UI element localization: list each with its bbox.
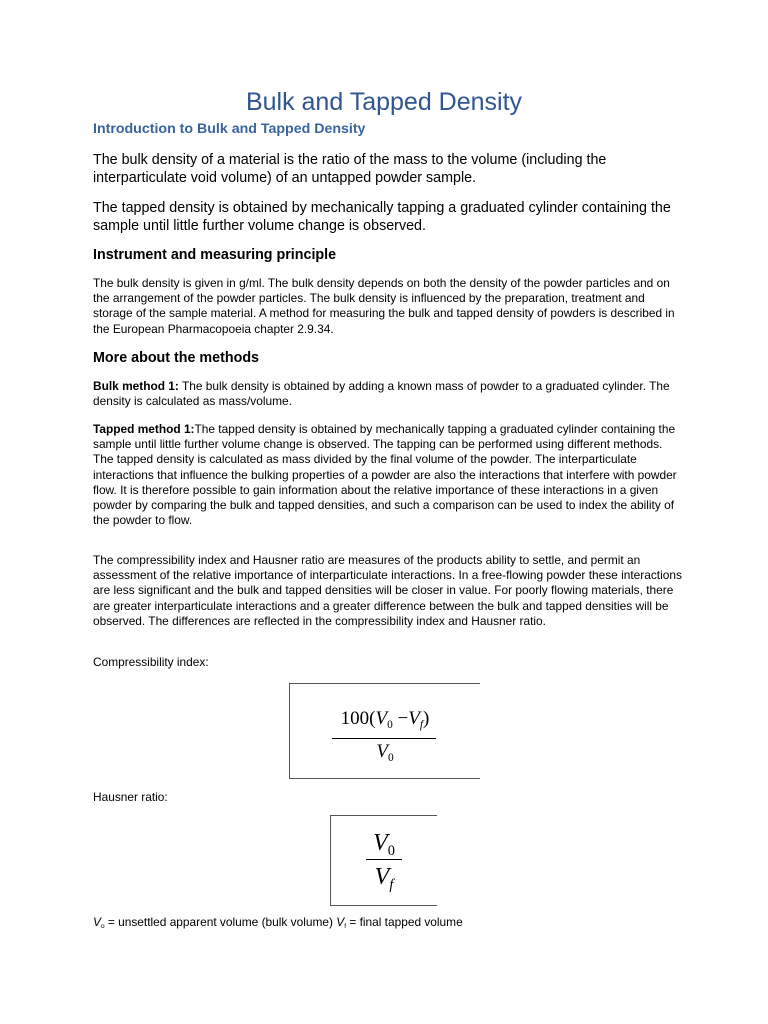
compressibility-fraction-bar bbox=[332, 738, 436, 739]
tapped-method-paragraph bbox=[93, 422, 683, 528]
compressibility-denominator: $V_0$ bbox=[376, 741, 394, 764]
v0-subscript: o bbox=[100, 922, 105, 930]
v0-definition: = unsettled apparent volume (bulk volume) bbox=[104, 915, 337, 929]
instrument-heading: Instrument and measuring principle bbox=[93, 247, 337, 263]
compressibility-formula bbox=[289, 683, 480, 779]
instrument-paragraph: The bulk density is given in g/ml. The bulk density depends on both the density of the powder particles and on the arrangement of the powder particles. The bulk density is influenced by the preparation, treatment and storage of the sample material. A method for measuring the bulk and tapped density of powders is described in the European Pharmacopoeia chapter 2.9.34. bbox=[93, 276, 675, 336]
volume-legend bbox=[93, 915, 463, 934]
page-title: Bulk and Tapped Density bbox=[245, 88, 523, 116]
tapped-method-text: The tapped density is obtained by mechanically tapping a graduated cylinder containing the sample until little further volume change is observed. The tapping can be performed using different methods. The tapped density is calculated as mass divided by the final volume of the powder. The interparticulate interactions that influence the bulking properties of a powder are also the interactions that interfere with powder flow. It is therefore possible to gain information about the relative importance of these interactions in a given powder by comparing the bulk and tapped densities, and such a comparison can be used to index the ability of the powder to flow. bbox=[93, 422, 677, 528]
compressibility-numerator: $100(V_0 -V_f)$ bbox=[340, 708, 430, 731]
vf-definition: = final tapped volume bbox=[346, 915, 463, 929]
hausner-numerator: $V_0$ bbox=[373, 830, 395, 860]
bulk-method-paragraph bbox=[93, 379, 683, 409]
intro-paragraph-bulk: The bulk density of a material is the ratio of the mass to the volume (including the interparticulate void volume) of an untapped powder sample. bbox=[93, 152, 607, 186]
compressibility-label: Compressibility index: bbox=[93, 655, 209, 669]
hausner-formula bbox=[330, 815, 437, 906]
vf-subscript: f bbox=[344, 922, 347, 930]
intro-paragraph-tapped: The tapped density is obtained by mechanically tapping a graduated cylinder containing the sample until little further volume change is observed. bbox=[93, 200, 671, 234]
tapped-method-label: Tapped method 1: bbox=[93, 422, 195, 436]
bulk-method-text: The bulk density is obtained by adding a known mass of powder to a graduated cylinder. The density is calculated as mass/volume. bbox=[93, 379, 670, 409]
vf-symbol: V bbox=[336, 915, 345, 929]
section-subtitle: Introduction to Bulk and Tapped Density bbox=[93, 121, 366, 137]
hausner-denominator: $V_f$ bbox=[374, 864, 394, 894]
hausner-label: Hausner ratio: bbox=[93, 790, 168, 804]
hausner-fraction-bar bbox=[366, 859, 402, 860]
v0-symbol: V bbox=[93, 915, 101, 929]
methods-heading: More about the methods bbox=[93, 350, 260, 366]
bulk-method-label: Bulk method 1: bbox=[93, 379, 179, 393]
compressibility-paragraph: The compressibility index and Hausner ratio are measures of the products ability to settle, and permit an assessment of the relative importance of interparticulate interactions. In a free-flowing powder these interactions are less significant and the bulk and tapped densities will be closer in value. For poorly flowing materials, there are greater interparticulate interactions and a greater difference between the bulk and tapped densities will be observed. The differences are reflected in the compressibility index and Hausner ratio. bbox=[93, 553, 682, 628]
